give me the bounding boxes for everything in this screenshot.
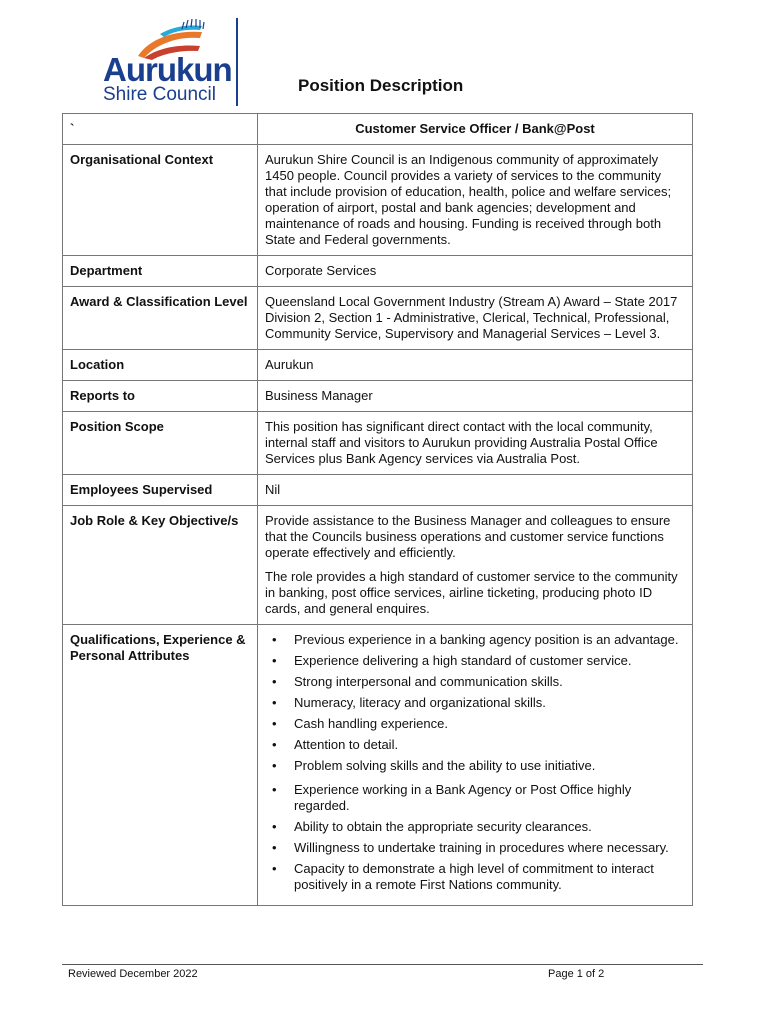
- footer-page-number: Page 1 of 2: [548, 968, 605, 980]
- list-item: • Previous experience in a banking agency position is an advantage.: [265, 632, 685, 648]
- table-row: [63, 114, 693, 145]
- list-item: • Experience delivering a high standard of customer service.: [265, 653, 685, 669]
- row-label-employees-supervised: Employees Supervised: [63, 475, 258, 506]
- table-row: [63, 412, 693, 475]
- job-role-paragraph-1: Provide assistance to the Business Manager and colleagues to ensure that the Councils business operations and customer service functions operate effectively and efficiently.: [265, 513, 671, 560]
- logo-text-aurukun: Aurukun: [103, 51, 232, 88]
- row-label-location: Location: [63, 350, 258, 381]
- row-label-award: Award & Classification Level: [63, 287, 258, 350]
- table-row: [63, 350, 693, 381]
- list-item: • Problem solving skills and the ability to use initiative.: [265, 758, 685, 774]
- list-item: • Numeracy, literacy and organizational skills.: [265, 695, 685, 711]
- table-row: [63, 475, 693, 506]
- row-label-org-context: Organisational Context: [63, 145, 258, 256]
- row-label-job-role: Job Role & Key Objective/s: [63, 506, 258, 625]
- row-value-reports-to: Business Manager: [258, 381, 693, 412]
- job-role-paragraph-2: The role provides a high standard of customer service to the community in banking, post office services, airline ticketing, producing photo ID cards, and general enquires.: [265, 569, 678, 616]
- header-left-cell: `: [63, 114, 258, 145]
- page-title: Position Description: [298, 76, 464, 95]
- row-value-job-role: [258, 506, 693, 625]
- footer-reviewed-date: Reviewed December 2022: [68, 968, 198, 980]
- row-value-department: Corporate Services: [258, 256, 693, 287]
- row-value-org-context: Aurukun Shire Council is an Indigenous community of approximately 1450 people. Council provides a variety of services to the community that include provision of education, health, police and welfare services; operation of airport, postal and bank agencies; development and maintenance of roads and housing. Funding is received through both State and Federal governments.: [258, 145, 693, 256]
- list-item: • Willingness to undertake training in procedures where necessary.: [265, 840, 685, 856]
- row-label-reports-to: Reports to: [63, 381, 258, 412]
- list-item: • Cash handling experience.: [265, 716, 685, 732]
- row-value-location: Aurukun: [258, 350, 693, 381]
- list-item: • Ability to obtain the appropriate security clearances.: [265, 819, 685, 835]
- table-row: [63, 287, 693, 350]
- row-label-department: Department: [63, 256, 258, 287]
- list-item: • Experience working in a Bank Agency or Post Office highly regarded.: [265, 782, 685, 814]
- position-description-table: [62, 113, 693, 906]
- table-row: [63, 145, 693, 256]
- list-item: • Strong interpersonal and communication skills.: [265, 674, 685, 690]
- row-value-qualifications: [258, 625, 693, 906]
- row-label-qualifications: Qualifications, Experience & Personal Attributes: [63, 625, 258, 906]
- qualifications-list: [265, 632, 685, 893]
- footer-divider: [62, 964, 703, 965]
- row-value-employees-supervised: Nil: [258, 475, 693, 506]
- row-value-position-scope: This position has significant direct contact with the local community, internal staff and visitors to Aurukun providing Australia Postal Office Services plus Bank Agency services via Australia Post.: [258, 412, 693, 475]
- position-title: Customer Service Officer / Bank@Post: [258, 114, 693, 145]
- logo-text-shire-council: Shire Council: [103, 84, 216, 105]
- table-row: [63, 256, 693, 287]
- logo-divider: [236, 18, 238, 106]
- list-item: • Attention to detail.: [265, 737, 685, 753]
- table-row: [63, 381, 693, 412]
- row-label-position-scope: Position Scope: [63, 412, 258, 475]
- row-value-award: Queensland Local Government Industry (Stream A) Award – State 2017 Division 2, Section 1 - Administrative, Clerical, Technical, Professional, Community Service, Supervisory and Managerial Services – Level 3.: [258, 287, 693, 350]
- list-item: • Capacity to demonstrate a high level of commitment to interact positively in a remote First Nations community.: [265, 861, 685, 893]
- table-row: [63, 625, 693, 906]
- council-logo: [100, 18, 240, 108]
- table-row: [63, 506, 693, 625]
